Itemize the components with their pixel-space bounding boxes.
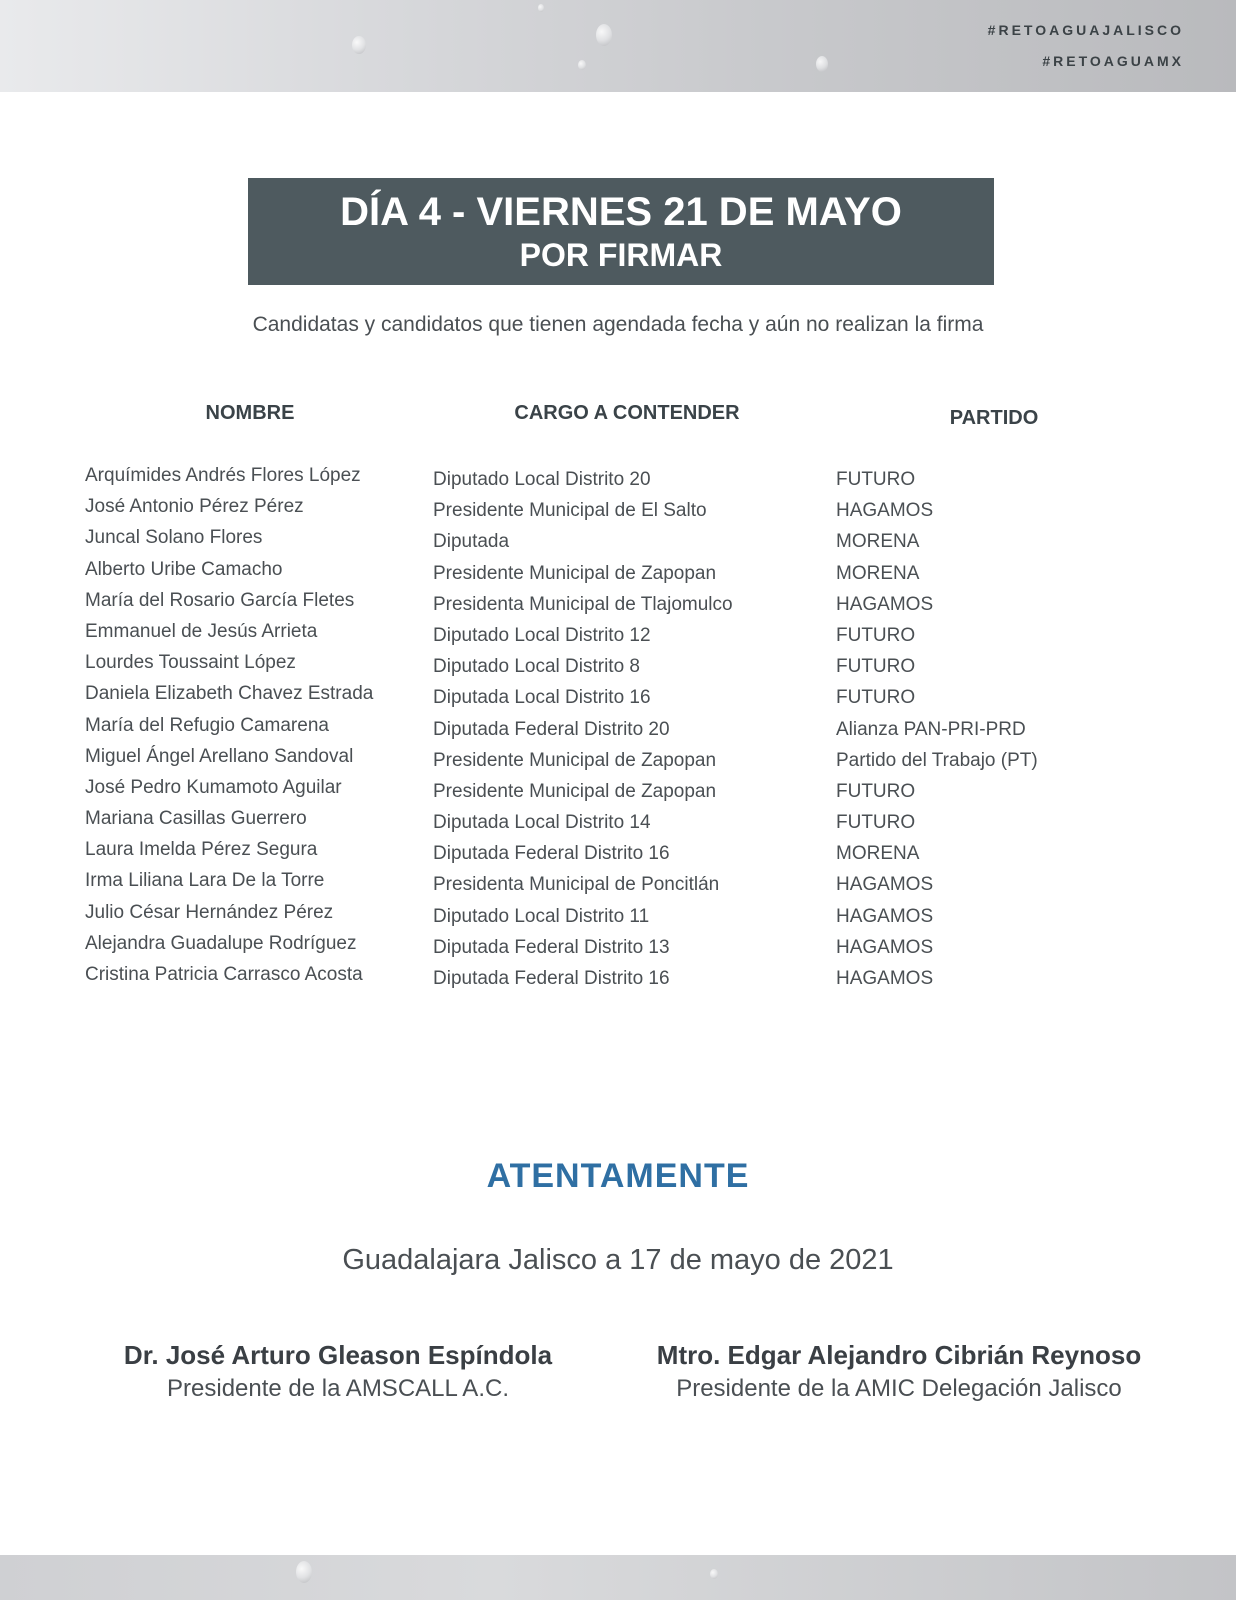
water-drop-decoration xyxy=(352,36,366,54)
list-item: Alejandra Guadalupe Rodríguez xyxy=(85,932,357,954)
list-item: MORENA xyxy=(836,843,920,865)
list-item: Diputada Local Distrito 16 xyxy=(433,687,651,709)
list-item: Diputada Federal Distrito 16 xyxy=(433,968,670,989)
list-item: Diputada Federal Distrito 16 xyxy=(433,843,670,865)
list-item: María del Refugio Camarena xyxy=(85,714,329,736)
water-drop-decoration xyxy=(596,24,612,46)
list-item: Irma Liliana Lara De la Torre xyxy=(85,870,325,892)
water-drop-decoration xyxy=(578,60,586,70)
list-item: Juncal Solano Flores xyxy=(85,527,263,549)
footer-banner xyxy=(0,1555,1236,1600)
list-item: FUTURO xyxy=(836,656,916,678)
list-item: José Antonio Pérez Pérez xyxy=(85,496,304,518)
list-item: HAGAMOS xyxy=(836,874,934,896)
list-item: Arquímides Andrés Flores López xyxy=(85,465,361,486)
list-item: María del Rosario García Fletes xyxy=(85,589,355,611)
title-box xyxy=(248,178,994,285)
list-item: HAGAMOS xyxy=(836,905,934,927)
list-item: Alberto Uribe Camacho xyxy=(85,558,283,580)
list-item: Lourdes Toussaint López xyxy=(85,652,296,674)
list-item: Alianza PAN-PRI-PRD xyxy=(836,718,1026,740)
list-item: Diputada Federal Distrito 13 xyxy=(433,936,670,958)
signatory-right xyxy=(619,1338,1179,1406)
water-drop-decoration xyxy=(538,4,544,12)
list-item: Cristina Patricia Carrasco Acosta xyxy=(85,964,363,985)
cargos-list xyxy=(433,464,733,994)
list-item: Julio César Hernández Pérez xyxy=(85,901,334,923)
list-item: Presidente Municipal de Zapopan xyxy=(433,562,717,584)
signatory-role: Presidente de la AMSCALL A.C. xyxy=(167,1375,509,1402)
column-header-cargo: CARGO A CONTENDER xyxy=(514,402,740,424)
page-title: DÍA 4 - VIERNES 21 DE MAYO xyxy=(340,190,902,234)
list-item: Diputado Local Distrito 8 xyxy=(433,656,640,678)
list-item: FUTURO xyxy=(836,780,916,802)
list-item: Presidenta Municipal de Poncitlán xyxy=(433,874,720,896)
closing-heading: ATENTAMENTE xyxy=(486,1157,750,1195)
column-header-partido: PARTIDO xyxy=(949,407,1039,429)
list-item: Presidente Municipal de Zapopan xyxy=(433,780,717,802)
list-item: Diputado Local Distrito 12 xyxy=(433,624,651,646)
list-item: Laura Imelda Pérez Segura xyxy=(85,839,318,861)
list-item: Miguel Ángel Arellano Sandoval xyxy=(85,745,354,767)
list-item: FUTURO xyxy=(836,624,916,646)
list-item: Emmanuel de Jesús Arrieta xyxy=(85,620,318,642)
water-drop-decoration xyxy=(710,1569,718,1579)
list-item: José Pedro Kumamoto Aguilar xyxy=(85,776,342,798)
list-item: Presidente Municipal de Zapopan xyxy=(433,749,717,771)
list-item: Diputado Local Distrito 11 xyxy=(433,905,650,927)
column-header-nombre: NOMBRE xyxy=(205,402,295,424)
water-drop-decoration xyxy=(816,56,828,72)
hashtag-mx: #RETOAGUAMX xyxy=(1042,53,1184,69)
partidos-list xyxy=(836,464,1038,994)
signatory-name: Mtro. Edgar Alejandro Cibrián Reynoso xyxy=(656,1340,1142,1370)
list-item: HAGAMOS xyxy=(836,936,934,958)
list-item: Diputada xyxy=(433,531,510,553)
list-item: HAGAMOS xyxy=(836,500,934,522)
list-item: Presidente Municipal de El Salto xyxy=(433,500,707,522)
list-item: Diputada Local Distrito 14 xyxy=(433,812,651,834)
list-item: MORENA xyxy=(836,531,920,553)
list-item: Diputado Local Distrito 20 xyxy=(433,469,651,490)
list-item: Mariana Casillas Guerrero xyxy=(85,808,307,830)
header-banner xyxy=(0,0,1236,92)
list-item: Daniela Elizabeth Chavez Estrada xyxy=(85,683,374,705)
list-item: FUTURO xyxy=(836,687,916,709)
list-item: Partido del Trabajo (PT) xyxy=(836,749,1038,771)
list-item: FUTURO xyxy=(836,812,916,834)
list-item: Presidenta Municipal de Tlajomulco xyxy=(433,593,733,615)
names-list xyxy=(85,460,373,990)
list-item: Diputada Federal Distrito 20 xyxy=(433,718,670,740)
signatory-name: Dr. José Arturo Gleason Espíndola xyxy=(123,1340,553,1370)
signatory-left xyxy=(58,1338,618,1406)
hashtag-jalisco: #RETOAGUAJALISCO xyxy=(987,22,1184,38)
list-item: HAGAMOS xyxy=(836,593,934,615)
water-drop-decoration xyxy=(296,1561,312,1583)
place-date: Guadalajara Jalisco a 17 de mayo de 2021 xyxy=(342,1244,894,1276)
list-item: FUTURO xyxy=(836,469,916,490)
list-item: MORENA xyxy=(836,562,920,584)
signatory-role: Presidente de la AMIC Delegación Jalisco xyxy=(676,1375,1122,1402)
list-item: HAGAMOS xyxy=(836,968,934,989)
page-subtitle-heading: POR FIRMAR xyxy=(519,237,723,273)
description-text: Candidatas y candidatos que tienen agendada fecha y aún no realizan la firma xyxy=(252,313,984,336)
